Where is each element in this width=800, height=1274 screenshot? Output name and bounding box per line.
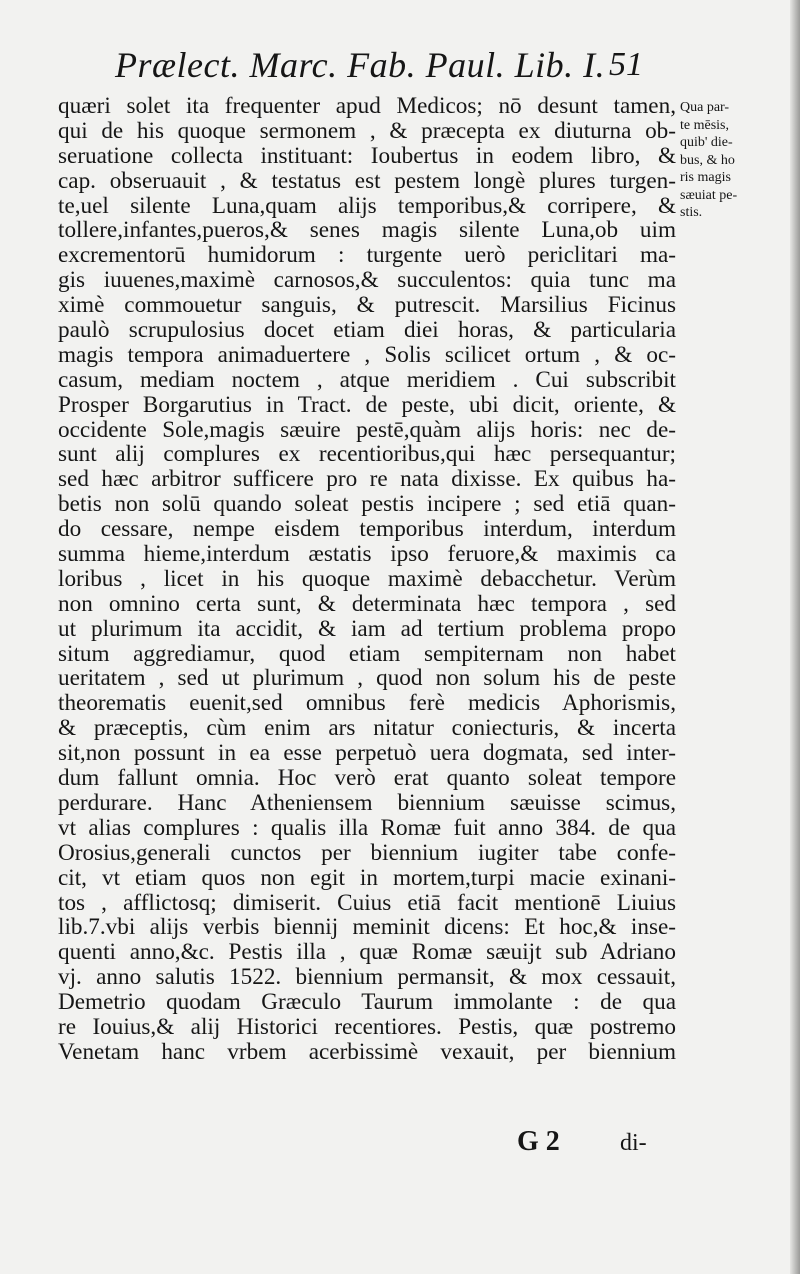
text-line: quenti anno,&c. Pestis illa , quæ Romæ sæuijt sub Adriano bbox=[58, 939, 676, 966]
text-line: situm aggrediamur, quod etiam sempiternam non habet bbox=[58, 640, 676, 667]
text-line: ximè commouetur sanguis, & putrescit. Marsilius Ficinus bbox=[58, 292, 676, 319]
text-line: Prosper Borgarutius in Tract. de peste, ubi dicit, oriente, & bbox=[58, 391, 676, 418]
text-line: theorematis euenit,sed omnibus ferè medicis Aphorismis, bbox=[58, 690, 676, 717]
text-line: sit,non possunt in ea esse perpetuò uera dogmata, sed inter- bbox=[58, 740, 676, 767]
body-text bbox=[58, 94, 676, 1065]
text-line: ueritatem , sed ut plurimum , quod non solum his de peste bbox=[58, 665, 676, 692]
page-footer bbox=[0, 1126, 800, 1160]
text-line: summa hieme,interdum æstatis ipso feruore,& maximis ca bbox=[58, 541, 676, 568]
text-line: vt alias complures : qualis illa Romæ fuit anno 384. de qua bbox=[58, 814, 676, 841]
text-line: casum, mediam noctem , atque meridiem . Cui subscribit bbox=[58, 366, 676, 393]
marginal-note-line: quib' die- bbox=[680, 135, 733, 150]
text-line: cit, vt etiam quos non egit in mortem,turpi macie exinani- bbox=[58, 864, 676, 891]
text-line: lib.7.vbi alijs verbis biennij meminit dicens: Et hoc,& inse- bbox=[58, 914, 676, 941]
text-line: dum fallunt omnia. Hoc verò erat quanto soleat tempore bbox=[58, 765, 676, 792]
text-line: seruatione collecta instituant: Ioubertus in eodem libro, & bbox=[58, 142, 676, 169]
text-line: vj. anno salutis 1522. biennium permansit, & mox cessauit, bbox=[58, 964, 676, 991]
text-line: re Iouius,& alij Historici recentiores. Pestis, quæ postremo bbox=[58, 1013, 676, 1040]
text-line: perdurare. Hanc Atheniensem biennium sæuisse scimus, bbox=[58, 789, 676, 816]
text-line: Venetam hanc vrbem acerbissimè vexauit, per biennium bbox=[58, 1038, 676, 1065]
text-line: ut plurimum ita accidit, & iam ad tertium problema propo bbox=[58, 615, 676, 642]
text-line: tos , afflictosq; dimiserit. Cuius etiā facit mentionē Liuius bbox=[58, 889, 676, 916]
marginal-note-line: ris magis bbox=[680, 170, 731, 185]
text-line: sunt alij complures ex recentioribus,qui hæc persequantur; bbox=[58, 441, 676, 468]
text-line: te,uel silente Luna,quam alijs temporibus,& corripere, & bbox=[58, 192, 676, 219]
text-line: magis tempora animaduertere , Solis scilicet ortum , & oc- bbox=[58, 341, 676, 368]
marginal-note-line: stis. bbox=[680, 205, 703, 220]
text-line: qui de his quoque sermonem , & præcepta ex diuturna ob- bbox=[58, 117, 676, 144]
text-line: excrementorū humidorum : turgente uerò periclitari ma- bbox=[58, 242, 676, 269]
text-line: gis iuuenes,maximè carnosos,& succulentos: quia tunc ma bbox=[58, 267, 676, 294]
text-line: non omnino certa sunt, & determinata hæc tempora , sed bbox=[58, 590, 676, 617]
text-line: Orosius,generali cunctos per biennium iugiter tabe confe- bbox=[58, 839, 676, 866]
text-line: betis non solū quando soleat pestis incipere ; sed etiā quan- bbox=[58, 491, 676, 518]
text-line: quæri solet ita frequenter apud Medicos; nō desunt tamen, bbox=[58, 93, 676, 119]
text-line: tollere,infantes,pueros,& senes magis silente Luna,ob uim bbox=[58, 217, 676, 244]
signature-mark: G 2 bbox=[517, 1126, 560, 1157]
page-number: 51 bbox=[609, 46, 643, 83]
marginal-note-line: te mēsis, bbox=[680, 117, 729, 133]
text-line: cap. obseruauit , & testatus est pestem longè plures turgen- bbox=[58, 167, 676, 194]
text-line: occidente Sole,magis sæuire pestē,quàm alijs horis: nec de- bbox=[58, 416, 676, 443]
running-head bbox=[115, 44, 655, 88]
marginal-note-line: bus, & ho bbox=[680, 152, 735, 168]
text-line: Demetrio quodam Græculo Taurum immolante : de qua bbox=[58, 989, 676, 1016]
running-title: Prælect. Marc. Fab. Paul. Lib. I. bbox=[115, 45, 606, 85]
text-line: paulò scrupulosius docet etiam diei horas, & particularia bbox=[58, 317, 676, 344]
text-line: loribus , licet in his quoque maximè debacchetur. Verùm bbox=[58, 565, 676, 592]
text-line: & præceptis, cùm enim ars nitatur coniecturis, & incerta bbox=[58, 715, 676, 742]
text-line: sed hæc arbitror sufficere pro re nata dixisse. Ex quibus ha- bbox=[58, 466, 676, 493]
text-line: do cessare, nempe eisdem temporibus interdum, interdum bbox=[58, 516, 676, 543]
marginal-note-line: sæuiat pe- bbox=[680, 187, 738, 203]
marginal-note-line: Qua par- bbox=[680, 100, 730, 115]
catchword: di- bbox=[620, 1130, 647, 1156]
marginal-note bbox=[680, 99, 782, 222]
